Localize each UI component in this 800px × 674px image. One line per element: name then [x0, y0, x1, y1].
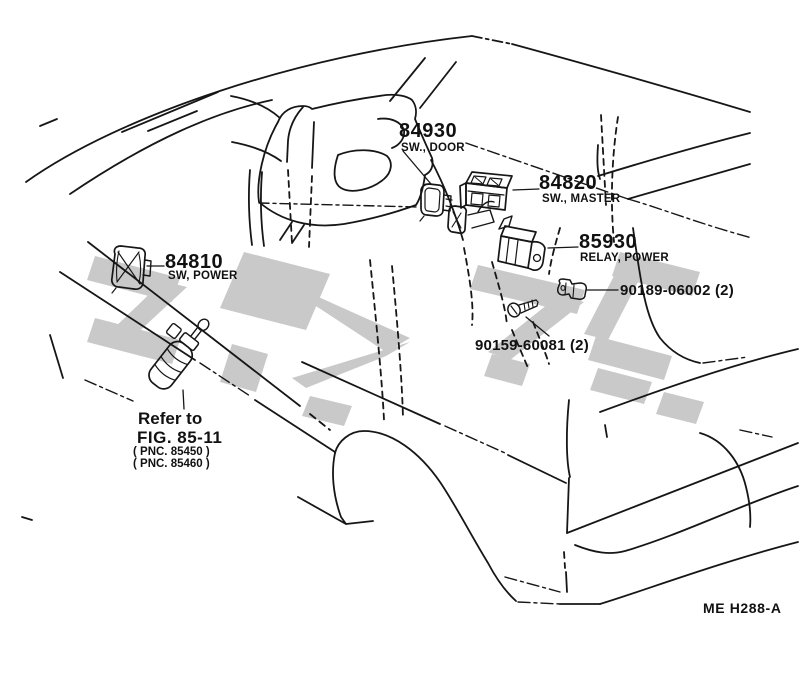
power-relay-icon [498, 216, 545, 270]
refer-note-line4: ( PNC. 85460 ) [133, 458, 210, 470]
refer-note-line1: Refer to [138, 409, 203, 428]
armrest [335, 150, 391, 191]
leader-84820 [513, 189, 539, 190]
figure-code: ME H288-A [703, 600, 782, 616]
door-switch-icon [420, 184, 452, 221]
part-name-85930: RELAY, POWER [580, 252, 669, 264]
part-name-84820: SW., MASTER [542, 193, 621, 205]
refer-note-line2: FIG. 85-11 [137, 428, 223, 447]
part-label-84810[interactable]: 84810 [165, 251, 224, 273]
leader-motor [183, 390, 184, 409]
part-label-84820[interactable]: 84820 [539, 172, 598, 194]
part-label-90189[interactable]: 90189-06002 (2) [620, 282, 734, 299]
part-name-84930: SW., DOOR [401, 142, 465, 154]
leader-84930 [403, 151, 431, 184]
leader-85930 [548, 247, 578, 248]
refer-note-line3: ( PNC. 85450 ) [133, 446, 210, 458]
part-label-84930[interactable]: 84930 [399, 120, 458, 142]
part-label-85930[interactable]: 85930 [579, 231, 638, 253]
roof-rear-edge [512, 44, 750, 112]
part-label-90159[interactable]: 90159-60081 (2) [475, 337, 589, 354]
part-name-84810: SW, POWER [168, 270, 238, 282]
wheel-arch-left [335, 431, 516, 601]
roof-outline [26, 36, 472, 182]
